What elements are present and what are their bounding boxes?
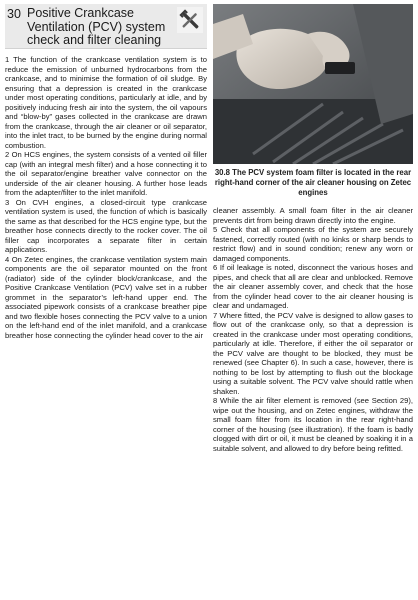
paragraph-4-continued: cleaner assembly. A small foam filter in the air cleaner prevents dirt from being drawn directly into the engine. <box>213 206 413 225</box>
paragraph-2: 2 On HCS engines, the system consists of a vented oil filler cap (with an integral mesh filter) and a hose connecting it to the oil separator/engine breather valve connector on the underside of the air cleaner housing. A further hose leads from the adapter/filter to the inlet manifold. <box>5 150 207 197</box>
paragraph-4: 4 On Zetec engines, the crankcase ventilation system main components are the oil separator mounted on the front (radiator) side of the cylinder block/crankcase, and the Positive Crankcase Ventilation (PCV) valve set in a rubber grommet in the separator’s left-hand upper end. The associated pipework consists of a crankcase breather pipe and two flexible hoses connecting the PCV valve to a union on the left-hand end of the inlet manifold, and a crankcase breather hose connecting the cylinder head cover to the air <box>5 254 207 340</box>
figure-caption: 30.8 The PCV system foam filter is located in the rear right-hand corner of the air cleaner housing on Zetec engines <box>214 168 412 197</box>
paragraph-1: 1 The function of the crankcase ventilation system is to reduce the emission of unburned hydrocarbons from the crankcase, and to minimise the formation of oil sludge. By ensuring that a depression is created in the crankcase under most operating conditions, particularly at idle, and by positively inducing fresh air into the system, the oil vapours and “blow-by” gases collected in the crankcase are drawn from the crankcase, through the air cleaner or oil separator, into the inlet tract, to be burned by the engine during normal combustion. <box>5 55 207 150</box>
section-header <box>5 4 207 49</box>
paragraph-3: 3 On CVH engines, a closed-circuit type crankcase ventilation system is used, the function of which is basically the same as that described for the HCS engine type, but the breather hose connects directly to the rocker cover. The oil filler cap incorporates a separate filter in certain applications. <box>5 197 207 254</box>
paragraph-8: 8 While the air filter element is removed (see Section 29), wipe out the housing, and on Zetec engines, withdraw the small foam filter from its location in the rear right-hand corner of the housing (see illustration). If the foam is badly clogged with dirt or oil, it must be cleaned by soaking it in a suitable solvent, and allowed to dry before being refitted. <box>213 396 413 453</box>
section-number: 30 <box>7 7 22 21</box>
paragraph-6: 6 If oil leakage is noted, disconnect the various hoses and pipes, and check that all are clear and unblocked. Remove the air cleaner assembly cover, and check that the hose from the cylinder head cover to the air cleaner housing is clear and undamaged. <box>213 263 413 310</box>
section-title: Positive Crankcase Ventilation (PCV) system check and filter cleaning <box>27 6 166 47</box>
figure-photo <box>213 4 413 164</box>
left-column <box>5 4 207 340</box>
right-column <box>213 4 413 453</box>
pcv-filter-photo <box>213 4 413 164</box>
paragraph-5: 5 Check that all components of the system are securely fastened, correctly routed (with no kinks or sharp bends to restrict flow) and in sound condition; renew any worn or damaged components. <box>213 225 413 263</box>
wrench-spanner-icon <box>177 7 203 33</box>
paragraph-7: 7 Where fitted, the PCV valve is designed to allow gases to flow out of the crankcase only, so that a depression is created in the crankcase under most operating conditions, particularly at idle. Therefore, if either the oil separator or the PCV valve are thought to be blocked, they must be renewed (see Chapter 6). In such a case, however, there is nothing to be lost by attempting to flush out the blockage using a suitable solvent. The PCV valve should rattle when shaken. <box>213 310 413 396</box>
